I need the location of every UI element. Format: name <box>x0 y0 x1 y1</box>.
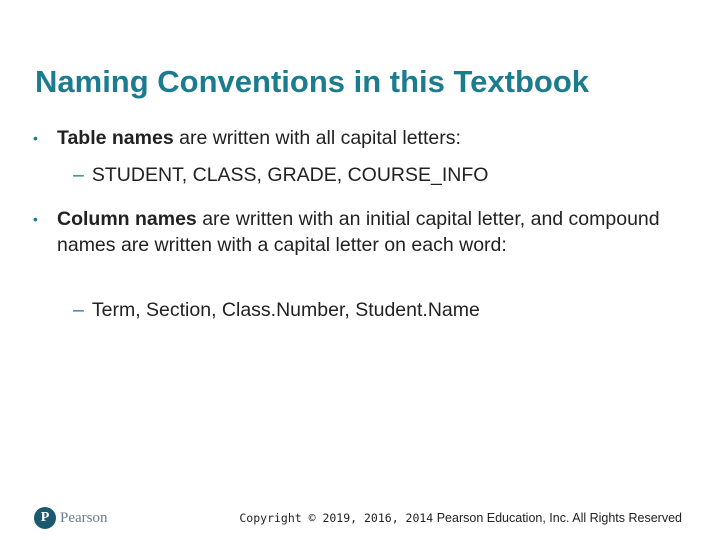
sub-bullet-text: Term, Section, Class.Number, Student.Name <box>91 299 480 321</box>
bullet-icon: • <box>33 211 38 227</box>
pearson-p-icon: P <box>34 507 56 529</box>
bullet-text <box>33 206 692 258</box>
pearson-wordmark: Pearson <box>60 509 108 526</box>
copyright-prefix: Copyright © 2019, 2016, 2014 <box>239 511 434 525</box>
bullet-text <box>33 125 692 151</box>
dash-icon: – <box>73 164 84 186</box>
bullet-description: are written with all capital letters: <box>173 127 461 149</box>
bullet-description: are written with an initial capital letter, and compound names are written with a capital letter on each word: <box>57 208 660 256</box>
bullet-bold-term: Column names <box>57 208 197 230</box>
copyright-holder: Pearson Education, Inc. All Rights Reserved <box>433 511 682 525</box>
pearson-logo <box>34 506 108 530</box>
copyright-notice <box>239 511 682 525</box>
dash-icon: – <box>73 299 84 321</box>
bullet-table-names <box>33 125 692 151</box>
sub-bullet-column-examples <box>73 299 480 322</box>
slide-title: Naming Conventions in this Textbook <box>35 64 590 99</box>
sub-bullet-text: STUDENT, CLASS, GRADE, COURSE_INFO <box>91 164 489 186</box>
sub-bullet-table-examples <box>73 164 488 187</box>
bullet-column-names <box>33 206 692 258</box>
bullet-icon: • <box>33 130 38 146</box>
bullet-bold-term: Table names <box>57 127 174 149</box>
